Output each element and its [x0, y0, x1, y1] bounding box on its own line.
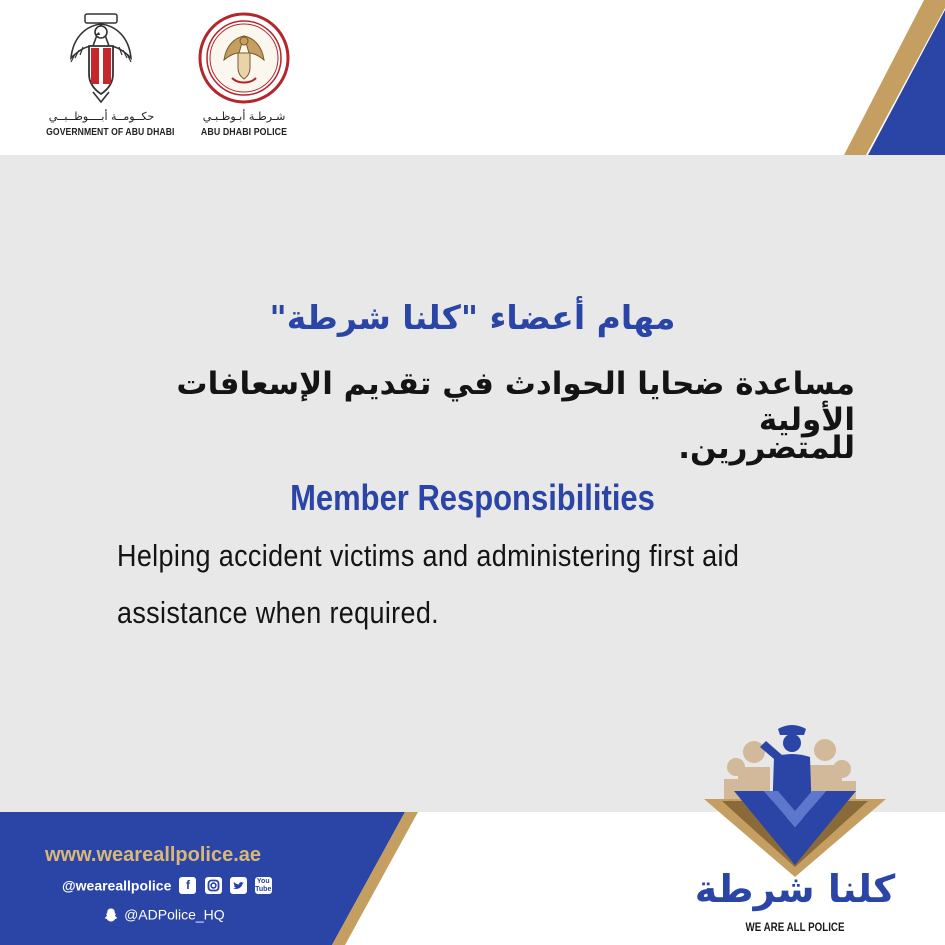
header-diagonal-stripe: [830, 0, 945, 155]
arabic-title: مهام أعضاء "كلنا شرطة": [269, 298, 676, 337]
gov-abu-dhabi-logo: [34, 12, 175, 142]
english-body-line-2: assistance when required.: [117, 595, 440, 630]
campaign-logo-english: WE ARE ALL POLICE: [745, 922, 845, 934]
arabic-body-line-1: مساعدة ضحايا الحوادث في تقديم الإسعافات الأولية: [176, 366, 855, 438]
social-row: [62, 875, 272, 895]
website-link[interactable]: www.weareallpolice.ae: [45, 844, 262, 866]
falcon-emblem-icon: [67, 12, 135, 104]
gov-logo-english-name: GOVERNMENT OF ABU DHABI: [46, 126, 175, 138]
abu-dhabi-police-logo: [192, 12, 296, 142]
english-body-line-1: Helping accident victims and administering first aid: [117, 538, 740, 573]
saluting-officers-icon: [690, 717, 900, 877]
police-logo-arabic-name: شـرطـة أبـوظـبـي: [202, 110, 286, 123]
instagram-icon[interactable]: [205, 877, 222, 894]
police-logo-english-name: ABU DHABI POLICE: [200, 126, 288, 138]
twitter-icon[interactable]: [230, 877, 247, 894]
we-are-all-police-logo: [690, 717, 900, 942]
content-panel: [0, 155, 945, 812]
english-title: Member Responsibilities: [290, 477, 655, 518]
gov-logo-arabic-name: حكــومــة أبــــوظــبــي: [48, 110, 155, 123]
header-bar: [0, 0, 945, 155]
facebook-icon[interactable]: f: [179, 877, 196, 894]
arabic-body-line-2: للمتضررين.: [678, 430, 855, 466]
snapchat-handle[interactable]: @ADPolice_HQ: [124, 906, 225, 923]
social-handle[interactable]: @weareallpolice: [62, 877, 172, 894]
snapchat-icon[interactable]: [103, 907, 119, 923]
police-seal-icon: [198, 12, 290, 104]
campaign-logo-arabic: كلنا شرطة: [694, 867, 896, 911]
snapchat-row: [103, 904, 225, 924]
footer-bar: [0, 812, 945, 945]
youtube-icon[interactable]: You Tube: [255, 878, 272, 893]
